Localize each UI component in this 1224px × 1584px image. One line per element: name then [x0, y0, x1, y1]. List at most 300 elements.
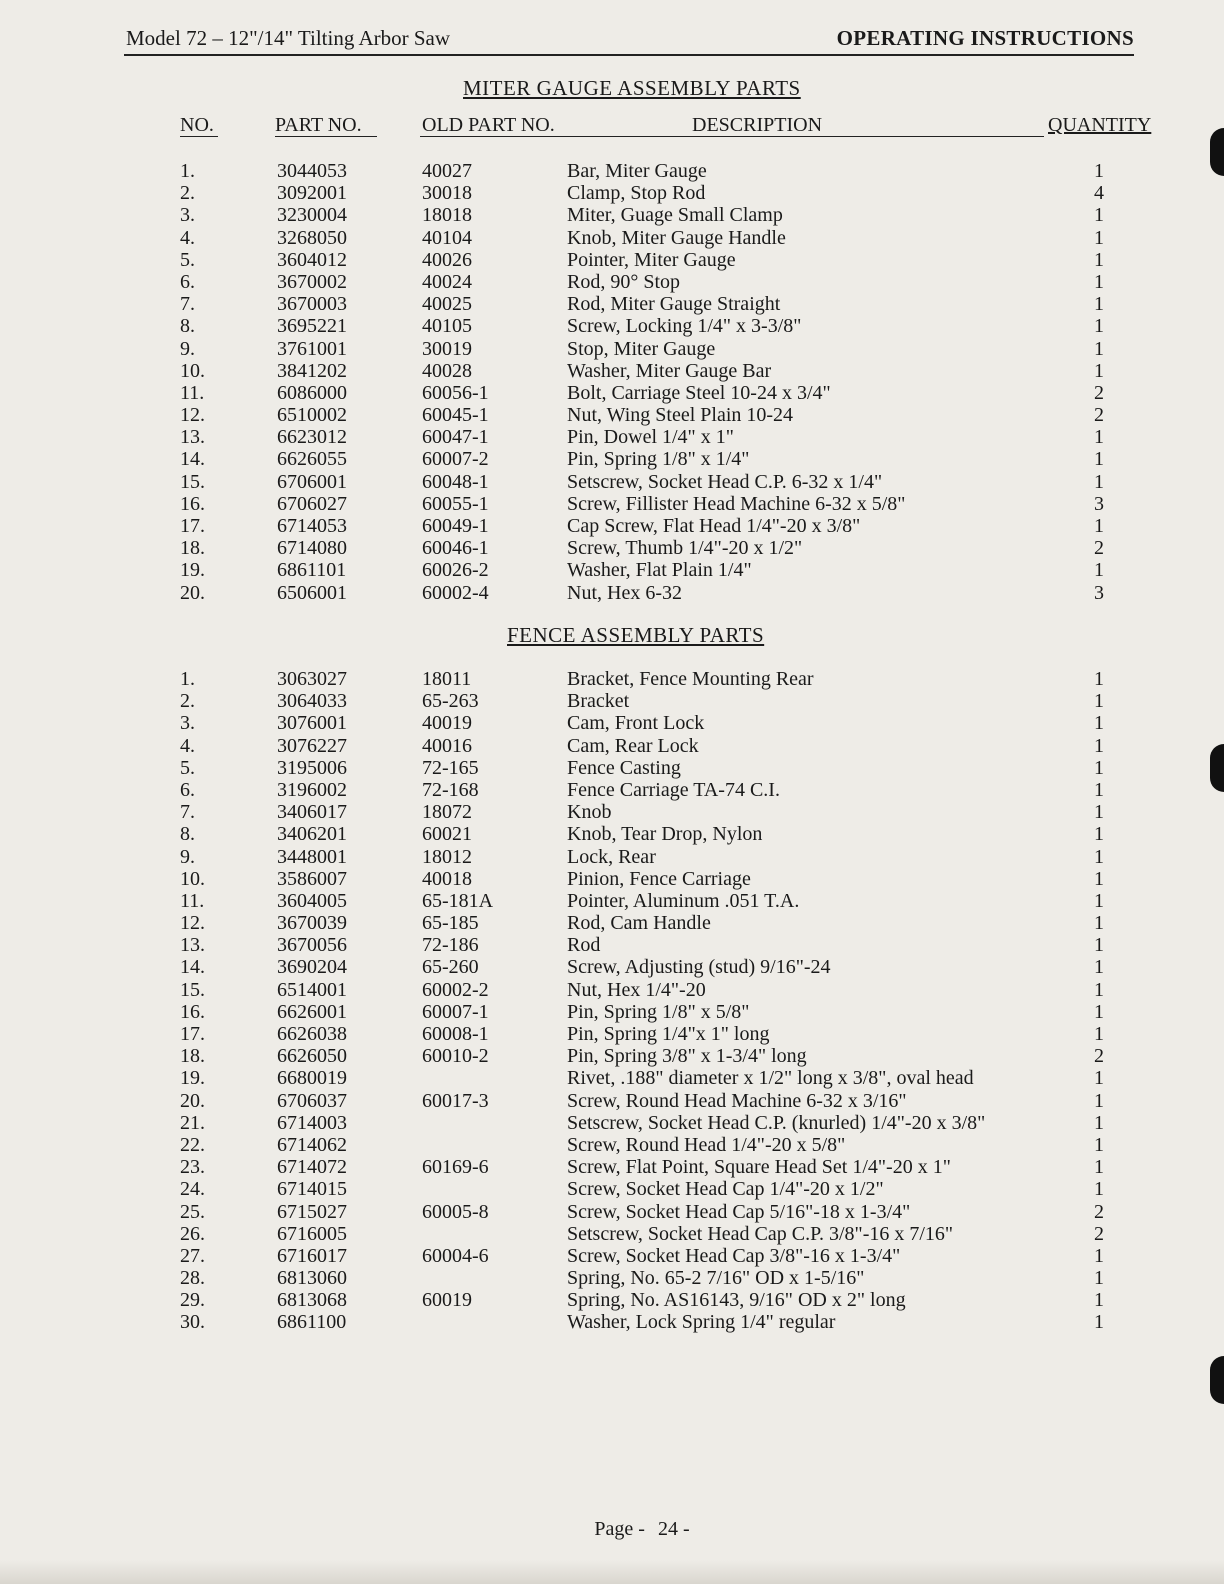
table-row [0, 979, 1224, 1001]
row-number: 19. [180, 559, 205, 582]
part-description: Bar, Miter Gauge [567, 160, 707, 182]
part-quantity: 1 [1094, 270, 1104, 293]
table-row [0, 846, 1224, 868]
row-number: 25. [180, 1200, 205, 1223]
row-number: 4. [180, 734, 195, 757]
row-number: 14. [180, 448, 205, 471]
row-number: 2. [180, 690, 195, 713]
part-quantity: 1 [1094, 426, 1104, 449]
part-description: Pin, Dowel 1/4" x 1" [567, 426, 734, 449]
row-number: 14. [180, 956, 205, 979]
part-description: Pinion, Fence Carriage [567, 867, 751, 890]
part-number: 6706001 [277, 470, 347, 493]
part-quantity: 1 [1094, 734, 1104, 757]
part-number: 6706037 [277, 1089, 347, 1112]
part-quantity: 1 [1094, 226, 1104, 249]
table-row [0, 1134, 1224, 1156]
row-number: 19. [180, 1067, 205, 1090]
header-quantity: QUANTITY [1048, 114, 1152, 136]
part-quantity: 2 [1094, 1200, 1104, 1223]
table-row [0, 934, 1224, 956]
row-number: 18. [180, 537, 205, 560]
part-description: Rod, 90° Stop [567, 270, 681, 293]
part-quantity: 1 [1094, 1267, 1104, 1290]
part-quantity: 1 [1094, 160, 1104, 182]
old-part-number: 60004-6 [422, 1244, 489, 1267]
part-quantity: 1 [1094, 337, 1104, 360]
old-part-number: 60055-1 [422, 492, 489, 515]
table-row [0, 249, 1224, 271]
row-number: 6. [180, 778, 195, 801]
row-number: 16. [180, 1000, 205, 1023]
header-part-underline [275, 136, 377, 137]
part-quantity: 1 [1094, 1111, 1104, 1134]
old-part-number: 18011 [422, 668, 472, 690]
part-number: 3044053 [277, 160, 347, 182]
part-quantity: 1 [1094, 845, 1104, 868]
part-quantity: 1 [1094, 293, 1104, 316]
row-number: 7. [180, 801, 195, 824]
row-number: 11. [180, 381, 205, 404]
part-quantity: 1 [1094, 823, 1104, 846]
table-row [0, 1156, 1224, 1178]
part-quantity: 1 [1094, 1000, 1104, 1023]
part-description: Fence Casting [567, 756, 681, 779]
old-part-number: 40025 [422, 293, 472, 316]
part-quantity: 1 [1094, 204, 1104, 227]
table-row [0, 1045, 1224, 1067]
row-number: 10. [180, 867, 205, 890]
part-quantity: 1 [1094, 559, 1104, 582]
part-quantity: 1 [1094, 1178, 1104, 1201]
row-number: 1. [180, 668, 195, 690]
table-row [0, 160, 1224, 182]
row-number: 20. [180, 581, 205, 604]
row-number: 9. [180, 337, 195, 360]
part-quantity: 1 [1094, 1023, 1104, 1045]
part-quantity: 1 [1094, 756, 1104, 779]
old-part-number: 60002-4 [422, 581, 489, 604]
row-number: 5. [180, 756, 195, 779]
part-number: 6626050 [277, 1045, 347, 1068]
old-part-number: 60010-2 [422, 1045, 489, 1068]
part-number: 6716005 [277, 1222, 347, 1245]
old-part-number: 60007-2 [422, 448, 489, 471]
table-row [0, 779, 1224, 801]
binder-hole [1210, 128, 1224, 176]
table-row [0, 360, 1224, 382]
old-part-number: 65-181A [422, 889, 494, 912]
part-quantity: 1 [1094, 1289, 1104, 1312]
old-part-number: 40027 [422, 160, 472, 182]
part-description: Screw, Socket Head Cap 1/4"-20 x 1/2" [567, 1178, 884, 1201]
old-part-number: 60021 [422, 823, 472, 846]
part-quantity: 2 [1094, 381, 1104, 404]
header-model-title: Model 72 – 12"/14" Tilting Arbor Saw [126, 26, 451, 50]
part-description: Setscrew, Socket Head Cap C.P. 3/8"-16 x 7/16" [567, 1222, 954, 1245]
part-description: Pointer, Aluminum .051 T.A. [567, 889, 800, 912]
part-description: Miter, Guage Small Clamp [567, 204, 783, 227]
row-number: 5. [180, 248, 195, 271]
part-number: 3604005 [277, 889, 347, 912]
old-part-number: 40026 [422, 248, 472, 271]
row-number: 18. [180, 1045, 205, 1068]
table-row [0, 912, 1224, 934]
header-section-title: OPERATING INSTRUCTIONS [836, 26, 1134, 50]
part-description: Bolt, Carriage Steel 10-24 x 3/4" [567, 381, 831, 404]
table-row [0, 338, 1224, 360]
table-row [0, 735, 1224, 757]
part-quantity: 1 [1094, 690, 1104, 713]
row-number: 15. [180, 470, 205, 493]
part-description: Stop, Miter Gauge [567, 337, 716, 360]
part-number: 6714015 [277, 1178, 347, 1201]
table-row [0, 204, 1224, 226]
row-number: 12. [180, 912, 205, 935]
row-number: 30. [180, 1311, 205, 1334]
row-number: 17. [180, 515, 205, 537]
part-quantity: 1 [1094, 912, 1104, 935]
part-description: Setscrew, Socket Head C.P. (knurled) 1/4"-20 x 3/8" [567, 1111, 986, 1134]
table-row [0, 1001, 1224, 1023]
old-part-number: 65-185 [422, 912, 479, 935]
table-row [0, 1267, 1224, 1289]
part-quantity: 1 [1094, 956, 1104, 979]
part-number: 6514001 [277, 978, 347, 1001]
table-row [0, 582, 1224, 604]
old-part-number: 65-263 [422, 690, 479, 713]
part-description: Nut, Wing Steel Plain 10-24 [567, 404, 794, 427]
header-part-no: PART NO. [275, 114, 362, 136]
table-row [0, 801, 1224, 823]
part-number: 6714072 [277, 1156, 347, 1179]
part-quantity: 1 [1094, 867, 1104, 890]
table-row [0, 559, 1224, 581]
part-quantity: 3 [1094, 492, 1104, 515]
part-number: 6086000 [277, 381, 347, 404]
table-row [0, 868, 1224, 890]
part-number: 3268050 [277, 226, 347, 249]
old-part-number: 60056-1 [422, 381, 489, 404]
table-row [0, 1223, 1224, 1245]
part-number: 3586007 [277, 867, 347, 890]
part-quantity: 2 [1094, 1222, 1104, 1245]
part-number: 6861101 [277, 559, 347, 582]
header-old-part-no: OLD PART NO. [422, 114, 555, 136]
part-quantity: 1 [1094, 359, 1104, 382]
part-description: Washer, Flat Plain 1/4" [567, 559, 752, 582]
binder-hole [1210, 1356, 1224, 1404]
old-part-number: 60007-1 [422, 1000, 489, 1023]
old-part-number: 40104 [422, 226, 472, 249]
part-number: 3690204 [277, 956, 347, 979]
part-number: 3406201 [277, 823, 347, 846]
table-row [0, 1245, 1224, 1267]
old-part-number: 18018 [422, 204, 472, 227]
old-part-number: 72-168 [422, 778, 479, 801]
part-quantity: 1 [1094, 315, 1104, 338]
table-row [0, 293, 1224, 315]
part-description: Knob, Tear Drop, Nylon [567, 823, 763, 846]
row-number: 7. [180, 293, 195, 316]
old-part-number: 60019 [422, 1289, 472, 1312]
old-part-number: 72-186 [422, 934, 479, 957]
part-number: 6715027 [277, 1200, 347, 1223]
table-row [0, 1311, 1224, 1333]
part-quantity: 1 [1094, 515, 1104, 537]
part-number: 3670002 [277, 270, 347, 293]
old-part-number: 40016 [422, 734, 472, 757]
row-number: 9. [180, 845, 195, 868]
row-number: 16. [180, 492, 205, 515]
part-quantity: 1 [1094, 1244, 1104, 1267]
row-number: 11. [180, 889, 205, 912]
part-number: 6813060 [277, 1267, 347, 1290]
part-number: 3670039 [277, 912, 347, 935]
part-description: Bracket, Fence Mounting Rear [567, 668, 814, 690]
table-row [0, 757, 1224, 779]
part-description: Pin, Spring 3/8" x 1-3/4" long [567, 1045, 807, 1068]
part-description: Knob, Miter Gauge Handle [567, 226, 786, 249]
part-description: Lock, Rear [567, 845, 656, 868]
table-row [0, 1067, 1224, 1089]
table-row [0, 1112, 1224, 1134]
row-number: 22. [180, 1133, 205, 1156]
row-number: 8. [180, 823, 195, 846]
part-description: Screw, Locking 1/4" x 3-3/8" [567, 315, 802, 338]
header-no: NO. [180, 114, 214, 136]
fence-section-title: FENCE ASSEMBLY PARTS [507, 623, 765, 647]
part-number: 6716017 [277, 1244, 347, 1267]
part-quantity: 2 [1094, 537, 1104, 560]
part-number: 6623012 [277, 426, 347, 449]
part-description: Screw, Round Head Machine 6-32 x 3/16" [567, 1089, 907, 1112]
part-description: Screw, Round Head 1/4"-20 x 5/8" [567, 1133, 846, 1156]
part-number: 3092001 [277, 182, 347, 205]
old-part-number: 60017-3 [422, 1089, 489, 1112]
part-description: Setscrew, Socket Head C.P. 6-32 x 1/4" [567, 470, 883, 493]
old-part-number: 40105 [422, 315, 472, 338]
part-number: 6706027 [277, 492, 347, 515]
page-footer [0, 1518, 1224, 1541]
row-number: 8. [180, 315, 195, 338]
row-number: 12. [180, 404, 205, 427]
part-description: Spring, No. 65-2 7/16" OD x 1-5/16" [567, 1267, 865, 1290]
row-number: 27. [180, 1244, 205, 1267]
part-description: Clamp, Stop Rod [567, 182, 706, 205]
part-number: 3670003 [277, 293, 347, 316]
table-row [0, 1178, 1224, 1200]
old-part-number: 60048-1 [422, 470, 489, 493]
part-quantity: 1 [1094, 978, 1104, 1001]
part-description: Cap Screw, Flat Head 1/4"-20 x 3/8" [567, 515, 861, 537]
part-quantity: 1 [1094, 712, 1104, 735]
part-description: Pin, Spring 1/8" x 5/8" [567, 1000, 750, 1023]
part-description: Screw, Socket Head Cap 3/8"-16 x 1-3/4" [567, 1244, 901, 1267]
fence-parts-table [0, 668, 1224, 1334]
table-row [0, 890, 1224, 912]
part-quantity: 1 [1094, 448, 1104, 471]
part-quantity: 1 [1094, 1311, 1104, 1334]
row-number: 4. [180, 226, 195, 249]
old-part-number: 72-165 [422, 756, 479, 779]
row-number: 20. [180, 1089, 205, 1112]
part-number: 3841202 [277, 359, 347, 382]
table-row [0, 227, 1224, 249]
part-description: Knob [567, 801, 612, 824]
column-headers [0, 114, 1224, 140]
part-quantity: 2 [1094, 404, 1104, 427]
part-description: Rod, Miter Gauge Straight [567, 293, 781, 316]
old-part-number: 60008-1 [422, 1023, 489, 1045]
part-number: 3230004 [277, 204, 347, 227]
table-row [0, 1023, 1224, 1045]
part-number: 6506001 [277, 581, 347, 604]
part-number: 3195006 [277, 756, 347, 779]
part-quantity: 1 [1094, 668, 1104, 690]
table-row [0, 404, 1224, 426]
old-part-number: 40028 [422, 359, 472, 382]
part-number: 6626001 [277, 1000, 347, 1023]
part-description: Spring, No. AS16143, 9/16" OD x 2" long [567, 1289, 906, 1312]
part-description: Nut, Hex 1/4"-20 [567, 978, 706, 1001]
part-number: 3604012 [277, 248, 347, 271]
table-row [0, 182, 1224, 204]
table-row [0, 537, 1224, 559]
row-number: 10. [180, 359, 205, 382]
row-number: 17. [180, 1023, 205, 1045]
part-description: Pin, Spring 1/8" x 1/4" [567, 448, 750, 471]
old-part-number: 60026-2 [422, 559, 489, 582]
table-row [0, 668, 1224, 690]
part-number: 6813068 [277, 1289, 347, 1312]
table-row [0, 1289, 1224, 1311]
part-description: Washer, Miter Gauge Bar [567, 359, 772, 382]
old-part-number: 60049-1 [422, 515, 489, 537]
part-number: 6626055 [277, 448, 347, 471]
part-description: Rod, Cam Handle [567, 912, 711, 935]
old-part-number: 65-260 [422, 956, 479, 979]
part-number: 6714003 [277, 1111, 347, 1134]
part-number: 6714053 [277, 515, 347, 537]
old-part-number: 18072 [422, 801, 472, 824]
part-quantity: 4 [1094, 182, 1104, 205]
row-number: 15. [180, 978, 205, 1001]
part-quantity: 1 [1094, 778, 1104, 801]
part-quantity: 1 [1094, 248, 1104, 271]
miter-parts-table [0, 160, 1224, 604]
part-description: Bracket [567, 690, 630, 713]
row-number: 21. [180, 1111, 205, 1134]
table-row [0, 1201, 1224, 1223]
part-description: Cam, Rear Lock [567, 734, 699, 757]
part-description: Pointer, Miter Gauge [567, 248, 736, 271]
part-quantity: 1 [1094, 801, 1104, 824]
page-header [124, 26, 1134, 56]
table-row [0, 690, 1224, 712]
part-quantity: 2 [1094, 1045, 1104, 1068]
row-number: 2. [180, 182, 195, 205]
part-description: Cam, Front Lock [567, 712, 705, 735]
row-number: 24. [180, 1178, 205, 1201]
part-number: 6680019 [277, 1067, 347, 1090]
part-description: Rod [567, 934, 601, 957]
part-number: 3064033 [277, 690, 347, 713]
part-description: Screw, Socket Head Cap 5/16"-18 x 1-3/4" [567, 1200, 911, 1223]
part-quantity: 1 [1094, 1156, 1104, 1179]
header-rule [420, 136, 1044, 137]
part-number: 3076001 [277, 712, 347, 735]
old-part-number: 60005-8 [422, 1200, 489, 1223]
row-number: 6. [180, 270, 195, 293]
row-number: 29. [180, 1289, 205, 1312]
old-part-number: 30018 [422, 182, 472, 205]
table-row [0, 271, 1224, 293]
binder-hole [1210, 744, 1224, 792]
old-part-number: 60045-1 [422, 404, 489, 427]
row-number: 28. [180, 1267, 205, 1290]
part-number: 6626038 [277, 1023, 347, 1045]
part-description: Washer, Lock Spring 1/4" regular [567, 1311, 836, 1334]
row-number: 13. [180, 934, 205, 957]
table-row [0, 382, 1224, 404]
page-number: 24 - [657, 1518, 690, 1540]
part-quantity: 3 [1094, 581, 1104, 604]
part-number: 3063027 [277, 668, 347, 690]
row-number: 13. [180, 426, 205, 449]
part-number: 3695221 [277, 315, 347, 338]
header-no-underline [180, 136, 218, 137]
part-number: 6861100 [277, 1311, 347, 1334]
table-row [0, 493, 1224, 515]
old-part-number: 60047-1 [422, 426, 489, 449]
row-number: 26. [180, 1222, 205, 1245]
part-description: Rivet, .188" diameter x 1/2" long x 3/8", oval head [567, 1067, 974, 1090]
part-number: 6714062 [277, 1133, 347, 1156]
table-row [0, 956, 1224, 978]
table-row [0, 823, 1224, 845]
row-number: 23. [180, 1156, 205, 1179]
part-description: Nut, Hex 6-32 [567, 581, 682, 604]
table-row [0, 426, 1224, 448]
table-row [0, 712, 1224, 734]
old-part-number: 40019 [422, 712, 472, 735]
old-part-number: 18012 [422, 845, 472, 868]
part-description: Screw, Thumb 1/4"-20 x 1/2" [567, 537, 803, 560]
row-number: 1. [180, 160, 195, 182]
page-label: Page - [594, 1518, 645, 1540]
part-quantity: 1 [1094, 889, 1104, 912]
part-number: 3406017 [277, 801, 347, 824]
old-part-number: 60169-6 [422, 1156, 489, 1179]
old-part-number: 60002-2 [422, 978, 489, 1001]
part-description: Screw, Flat Point, Square Head Set 1/4"-20 x 1" [567, 1156, 951, 1179]
old-part-number: 40018 [422, 867, 472, 890]
part-quantity: 1 [1094, 470, 1104, 493]
old-part-number: 40024 [422, 270, 472, 293]
part-number: 3448001 [277, 845, 347, 868]
row-number: 3. [180, 204, 195, 227]
table-row [0, 471, 1224, 493]
part-description: Screw, Adjusting (stud) 9/16"-24 [567, 956, 831, 979]
part-description: Fence Carriage TA-74 C.I. [567, 778, 780, 801]
part-number: 3761001 [277, 337, 347, 360]
table-row [0, 448, 1224, 470]
part-number: 3196002 [277, 778, 347, 801]
part-quantity: 1 [1094, 1133, 1104, 1156]
table-row [0, 1090, 1224, 1112]
table-row [0, 315, 1224, 337]
